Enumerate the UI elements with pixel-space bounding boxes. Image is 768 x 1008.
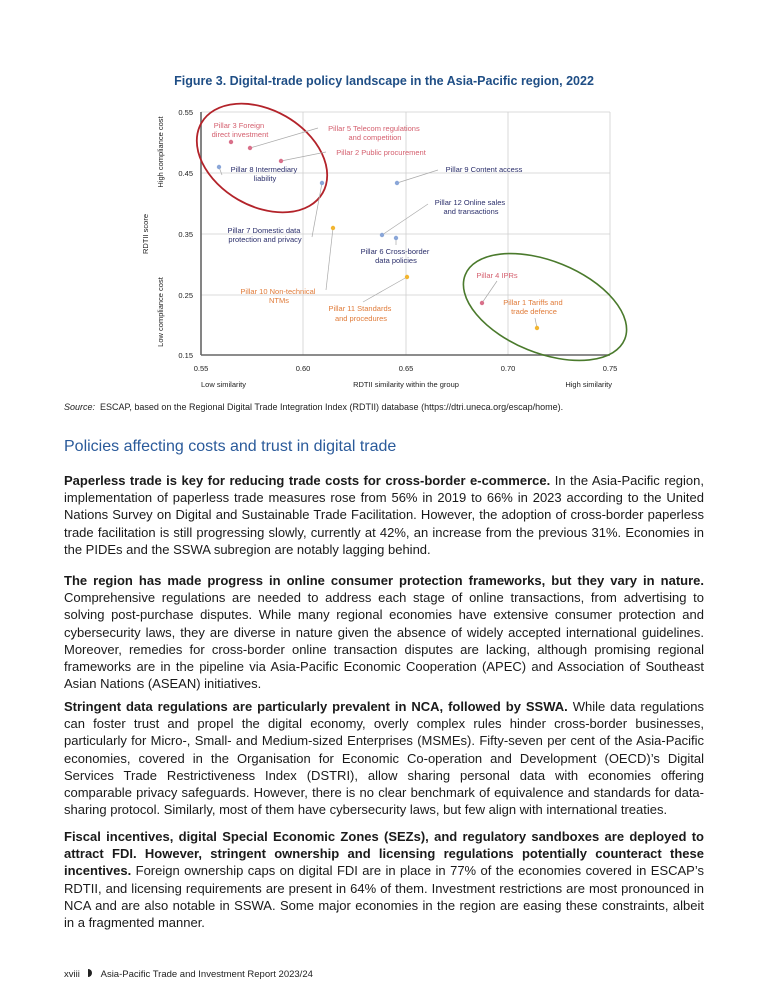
x-tick: 0.55 <box>193 364 209 373</box>
x-tick: 0.75 <box>602 364 618 373</box>
y-low-label: Low compliance cost <box>156 277 165 347</box>
figure-title: Figure 3. Digital-trade policy landscape in the Asia-Pacific region, 2022 <box>174 74 594 88</box>
label-pillar-8: Pillar 8 Intermediary liability <box>230 165 298 183</box>
point-pillar-7 <box>320 181 324 185</box>
point-pillar-1 <box>535 326 539 330</box>
half-circle-bullet-icon <box>87 969 93 980</box>
page-footer <box>64 969 313 980</box>
point-pillar-5 <box>248 146 252 150</box>
scatter-chart <box>0 0 768 400</box>
paragraph-body: In the Asia-Pacific region, implementation of paperless trade measures rose from 56% in 2019 to 66% in 2023 according to the United Nations Survey on Digital and Sustainable Trade Facilitation. However, the adoption of cross-border paperless trade facilitation is still progressing slowly, currently at 42%, an increase from the previous 31%. Economies in the PIDEs and the SSWA subregion are notably lagging behind. <box>64 473 704 557</box>
paragraph-lead: Fiscal incentives, digital Special Economic Zones (SEZs), and regulatory sandboxes are deployed to attract FDI. However, stringent ownership and licensing regulations potentially counteract these incentives. <box>64 829 704 879</box>
label-pillar-11: Pillar 11 Standards and procedures <box>328 304 392 323</box>
label-pillar-12: Pillar 12 Online sales and transactions <box>434 198 506 216</box>
label-pillar-10: Pillar 10 Non-technical NTMs <box>240 287 316 305</box>
paragraph-fdi-incentives <box>64 828 704 931</box>
point-pillar-10 <box>331 226 335 230</box>
paragraph-data-regulations <box>64 698 704 818</box>
point-pillar-9 <box>395 181 399 185</box>
paragraph-consumer-protection <box>64 572 704 692</box>
figure-source <box>64 402 563 412</box>
y-tick: 0.55 <box>178 108 193 117</box>
report-title: Asia-Pacific Trade and Investment Report 2023/24 <box>100 969 313 980</box>
point-pillar-2 <box>279 159 283 163</box>
section-title: Policies affecting costs and trust in digital trade <box>64 438 397 455</box>
paragraph-lead: The region has made progress in online consumer protection frameworks, but they vary in nature. <box>64 573 704 588</box>
x-tick: 0.70 <box>500 364 516 373</box>
label-pillar-6: Pillar 6 Cross-border data policies <box>360 247 430 265</box>
x-tick: 0.65 <box>398 364 414 373</box>
high-cost-ellipse <box>177 81 346 234</box>
point-pillar-12 <box>380 233 384 237</box>
y-tick: 0.25 <box>178 291 193 300</box>
point-pillar-8 <box>217 165 221 169</box>
source-label: Source: <box>64 402 96 412</box>
label-pillar-4: Pillar 4 IPRs <box>476 271 518 280</box>
paragraph-paperless-trade <box>64 472 704 558</box>
paragraph-body: Comprehensive regulations are needed to address each stage of online transactions, from advertising to solving post-purchase disputes. While many regional economies have extensive consumer protection and cybersecurity laws, they are diverse in nature given the absence of widely accepted international guidelines. Moreover, remedies for cross-border online transaction disputes are lacking, although promising regional frameworks are in the pipeline via Asia-Pacific Economic Cooperation (APEC) and Association of Southeast Asian Nations (ASEAN) initiatives. <box>64 590 704 692</box>
point-pillar-11 <box>405 275 409 279</box>
paragraph-body: Foreign ownership caps on digital FDI are in place in 77% of the economies covered in ESCAP’s RDTII, and licensing requirements are present in 64% of them. Investment restrictions are most pronounced in NCA and are also notable in SSWA. Some major economies in the region are easing these constraints, albeit in a fragmented manner. <box>64 863 704 931</box>
point-pillar-3 <box>229 140 233 144</box>
y-tick: 0.45 <box>178 169 193 178</box>
label-pillar-1: Pillar 1 Tariffs and trade defence <box>503 298 563 316</box>
label-pillar-2: Pillar 2 Public procurement <box>336 148 426 157</box>
label-pillar-9: Pillar 9 Content access <box>445 165 523 174</box>
y-high-label: High compliance cost <box>156 116 165 188</box>
y-axis-label: RDTII score <box>141 213 150 255</box>
paragraph-lead: Paperless trade is key for reducing trade costs for cross-border e-commerce. <box>64 473 551 488</box>
paragraph-lead: Stringent data regulations are particularly prevalent in NCA, followed by SSWA. <box>64 699 568 714</box>
y-tick: 0.35 <box>178 230 193 239</box>
x-tick-labels <box>194 364 618 373</box>
point-pillar-6 <box>394 236 398 240</box>
y-tick-labels <box>178 108 193 360</box>
x-axis-label: RDTII similarity within the group <box>353 380 459 389</box>
label-pillar-5: Pillar 5 Telecom regulations and competition <box>328 124 420 142</box>
point-pillar-4 <box>480 301 484 305</box>
x-tick: 0.60 <box>295 364 311 373</box>
source-text: ESCAP, based on the Regional Digital Trade Integration Index (RDTII) database (https://dtri.uneca.org/escap/home). <box>100 402 564 412</box>
page-number: xviii <box>64 969 80 980</box>
label-pillar-3: Pillar 3 Foreign direct investment <box>211 121 269 139</box>
x-high-label: High similarity <box>565 380 612 389</box>
y-tick: 0.15 <box>178 351 193 360</box>
x-low-label: Low similarity <box>201 380 247 389</box>
label-pillar-7: Pillar 7 Domestic data protection and privacy <box>227 226 302 244</box>
paragraph-body: While data regulations can foster trust and propel the digital economy, overly complex rules hinder cross-border businesses, particularly for Micro-, Small- and Medium-sized Enterprises (MSMEs). Fifty-seven per cent of the Asia-Pacific economies, covered in the Organisation for Economic Co-operation and Development (OECD)’s Digital Services Trade Restrictiveness Index (DSTRI), allow sharing personal data with economies offering comparable privacy safeguards. However, there is no clear benchmark of equivalence and standards for data-sharing protocol. Similarly, most of them have cybersecurity laws, but few align with international treaties. <box>64 699 704 818</box>
